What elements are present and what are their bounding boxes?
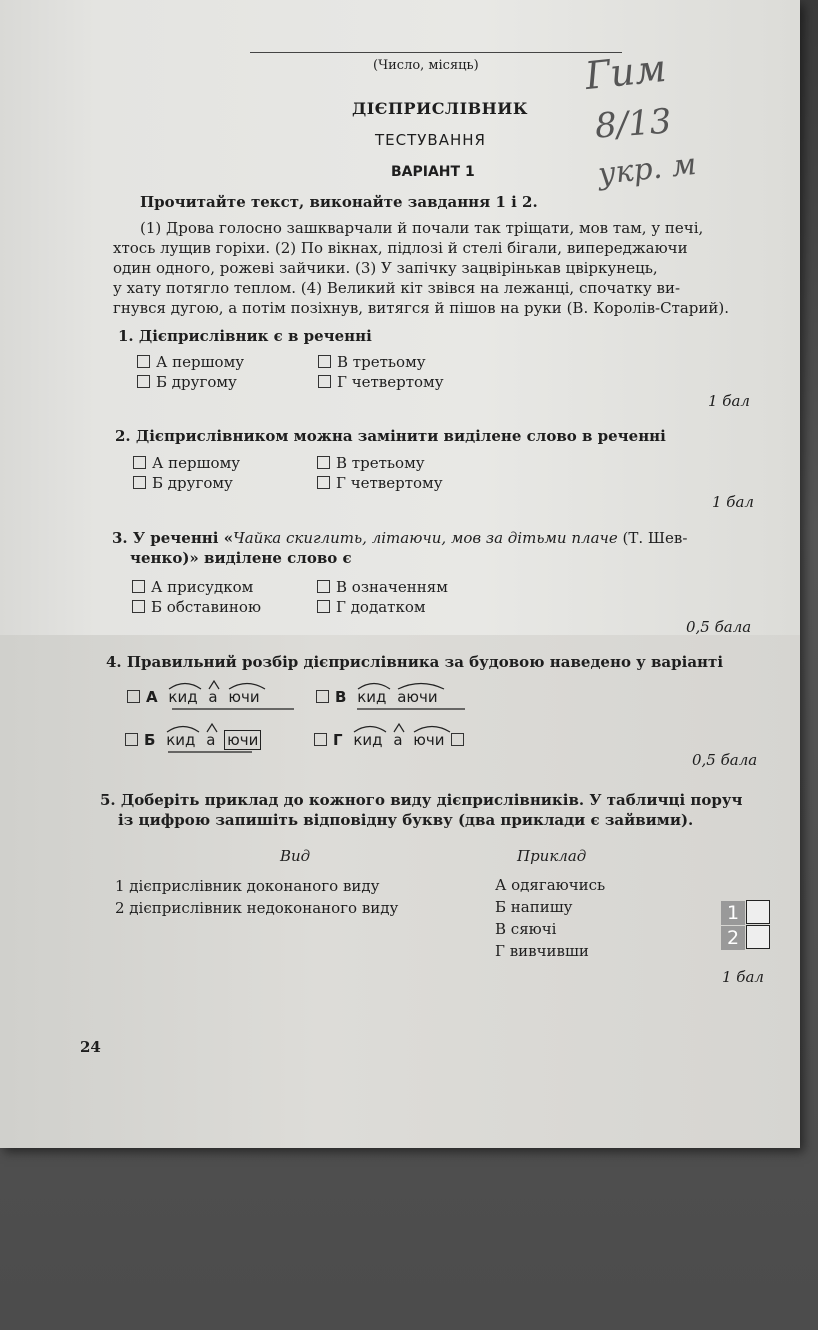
q4-points: 0,5 бала [692,751,758,769]
example-b: Б напишу [495,898,573,916]
q1-option-v[interactable]: В третьому [318,353,426,371]
root-morpheme: кид [357,688,386,706]
suffix-morpheme: а [393,731,402,749]
checkbox[interactable] [133,476,146,489]
checkbox[interactable] [316,690,329,703]
checkbox[interactable] [132,600,145,613]
suffix-morpheme: ючи [413,731,444,749]
q3-option-b[interactable]: Б обставиною [132,598,261,616]
checkbox[interactable] [137,375,150,388]
question-4: 4. Правильний розбір дієприслівника за будовою наведено у варіанті [106,653,724,671]
instruction: Прочитайте текст, виконайте завдання 1 і 2. [140,193,538,211]
page-title: ДІЄПРИСЛІВНИК [352,99,528,118]
passage-line-4: у хату потягло теплом. (4) Великий кіт звівся на лежанці, спочатку ви- [113,279,681,297]
answer-row-number-1: 1 [721,901,745,925]
ending-morpheme: ючи [224,730,261,750]
q3-option-a[interactable]: А присудком [132,578,253,596]
base-underline [356,706,466,710]
suffix-morpheme: а [208,688,217,706]
example-v: В сяючі [495,920,557,938]
q5-points: 1 бал [722,968,764,986]
q2-points: 1 бал [712,493,754,511]
passage-line-3: один одного, рожеві зайчики. (3) У запічку зацвірінькав цвіркунець, [113,259,658,277]
root-morpheme: кид [168,688,197,706]
type-1: 1 дієприслівник доконаного виду [115,877,380,895]
question-1: 1. Дієприслівник є в реченні [118,327,372,345]
answer-row-number-2: 2 [721,926,745,950]
checkbox[interactable] [137,355,150,368]
checkbox[interactable] [317,456,330,469]
checkbox[interactable] [318,375,331,388]
root-morpheme: кид [166,731,195,749]
page-number: 24 [80,1038,101,1056]
suffix-morpheme: а [206,731,215,749]
root-morpheme: кид [353,731,382,749]
q4-option-g[interactable]: Г кид а ючи [314,731,464,749]
ending-empty-box [451,733,464,746]
handwritten-note-2: 8/13 [593,101,673,147]
checkbox[interactable] [133,456,146,469]
q1-option-g[interactable]: Г четвертому [318,373,444,391]
passage-line-2: хтось лущив горіхи. (2) По вікнах, підлозі й стелі бігали, випереджаючи [113,239,688,257]
q2-option-g[interactable]: Г четвертому [317,474,443,492]
passage-line-1: (1) Дрова голосно зашкварчали й почали так тріщати, мов там, у печі, [140,219,704,237]
question-5-line-2: із цифрою запишіть відповідну букву (два приклади є зайвими). [118,811,694,829]
q4-option-b[interactable]: Б кид а ючи [125,731,261,749]
base-underline [167,749,253,753]
checkbox[interactable] [317,600,330,613]
column-header-vyd: Вид [280,847,311,865]
q2-option-v[interactable]: В третьому [317,454,425,472]
date-line [250,52,622,53]
question-5-line-1: 5. Доберіть приклад до кожного виду дієприслівників. У табличці поруч [100,791,743,809]
base-underline [171,706,295,710]
q4-option-a[interactable]: А кид а ючи [127,688,260,706]
variant-label: ВАРІАНТ 1 [391,164,475,180]
handwritten-note-1: Гим [582,45,669,99]
checkbox[interactable] [318,355,331,368]
handwritten-note-3: укр. м [596,146,699,193]
checkbox[interactable] [127,690,140,703]
question-3-line-2: ченко)» виділене слово є [130,549,352,567]
checkbox[interactable] [317,580,330,593]
subtitle: ТЕСТУВАННЯ [375,131,486,149]
q2-option-a[interactable]: А першому [133,454,240,472]
example-g: Г вивчивши [495,942,589,960]
q1-option-b[interactable]: Б другому [137,373,237,391]
column-header-pryklad: Приклад [517,847,587,865]
checkbox[interactable] [132,580,145,593]
q1-points: 1 бал [708,392,750,410]
q1-option-a[interactable]: А першому [137,353,244,371]
suffix-morpheme: ючи [228,688,259,706]
q3-option-g[interactable]: Г додатком [317,598,426,616]
checkbox[interactable] [317,476,330,489]
q4-option-v[interactable]: В кид аючи [316,688,438,706]
date-label: (Число, місяць) [373,58,479,73]
question-2: 2. Дієприслівником можна замінити виділене слово в реченні [115,427,666,445]
type-2: 2 дієприслівник недоконаного виду [115,899,399,917]
example-a: А одягаючись [495,876,606,894]
passage-line-5: гнувся дугою, а потім позіхнув, витягся й пішов на руки (В. Королів-Старий). [113,299,730,317]
checkbox[interactable] [314,733,327,746]
checkbox[interactable] [125,733,138,746]
q3-option-v[interactable]: В означенням [317,578,448,596]
answer-cell-2[interactable] [746,925,770,949]
answer-cell-1[interactable] [746,900,770,924]
suffix-morpheme: аючи [397,688,437,706]
q3-points: 0,5 бала [686,618,752,636]
q2-option-b[interactable]: Б другому [133,474,233,492]
question-3-line-1: 3. У реченні «Чайка скиглить, літаючи, мов за дітьми плаче (Т. Шев- [112,529,688,547]
